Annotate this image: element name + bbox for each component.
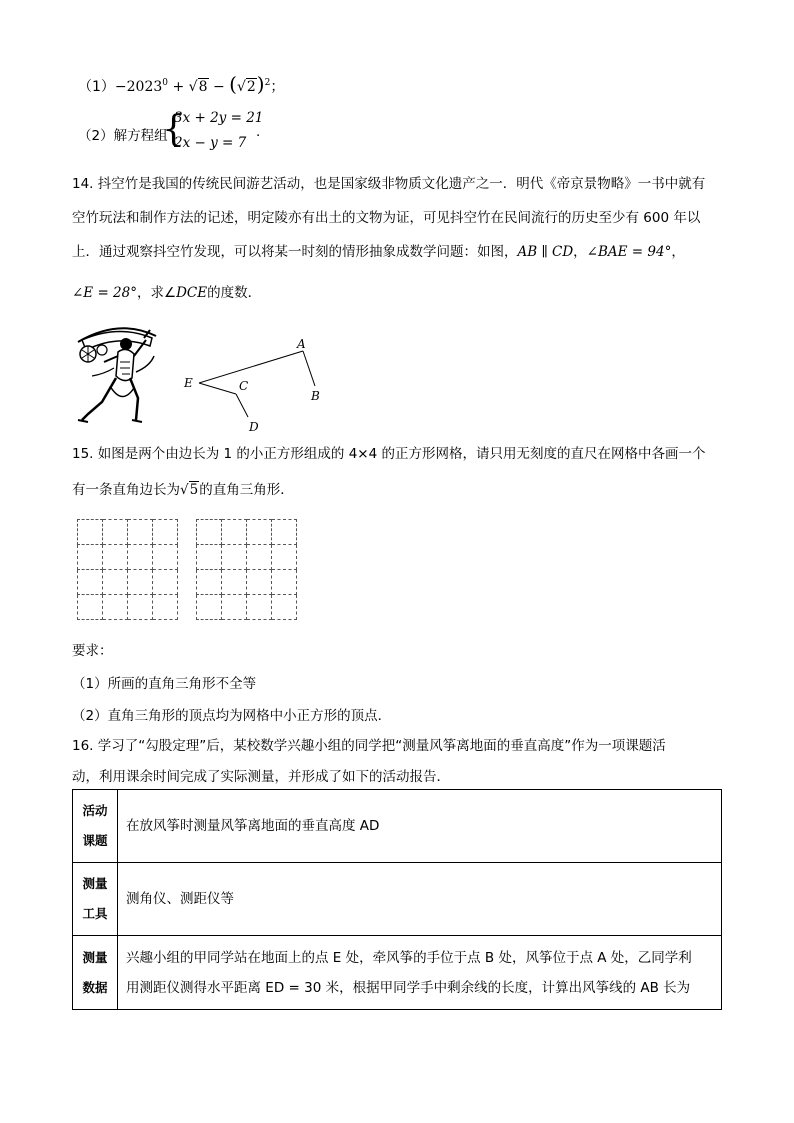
q14-geometry-figure <box>178 332 328 436</box>
q15-requirements-title: 要求： <box>72 643 113 659</box>
segment-ab <box>303 351 315 386</box>
q14-dce: DCE <box>176 285 208 301</box>
q13-p1-exp0: 0 <box>162 78 169 88</box>
q14-line2: 空竹玩法和制作方法的记述，明定陵亦有出土的文物为证，可见抖空竹在民间流行的历史至少有 600 年以 <box>72 210 701 226</box>
q15-line2-text: 有一条直角边长为 <box>72 482 180 498</box>
q14-line1: 14. 抖空竹是我国的传统民间游艺活动，也是国家级非物质文化遗产之一．明代《帝京景物略》一书中就有 <box>72 176 706 192</box>
grid-right <box>196 519 297 620</box>
table-row <box>73 790 722 863</box>
q13-part1 <box>78 72 284 96</box>
row-label: 测量 工具 <box>73 863 118 936</box>
q15-line1: 15. 如图是两个由边长为 1 的小正方形组成的 4×4 的正方形网格，请只用无刻度的直尺在网格中各画一个 <box>72 446 706 462</box>
label-c: C <box>239 379 249 393</box>
q16-line1: 16. 学习了“勾股定理”后，某校数学兴趣小组的同学把“测量风筝离地面的垂直高度”作为一项课题活 <box>72 738 666 754</box>
q14-line3-end: ， <box>671 244 685 260</box>
left-paren-icon: ( <box>229 72 237 96</box>
q15-line2 <box>72 478 294 498</box>
table-row <box>73 936 722 1010</box>
q15-line2-end: 的直角三角形． <box>199 482 294 498</box>
q13-eq1: 3x + 2y = 21 <box>174 110 264 126</box>
q13-p2-label: （2）解方程组 <box>78 128 168 144</box>
label-a: A <box>297 337 306 351</box>
label-e: E <box>184 376 193 390</box>
row-value: 兴趣小组的甲同学站在地面上的点 E 处，牵风筝的手位于点 B 处，风筝位于点 A 处，乙同学利 用测距仪测得水平距离 ED = 30 米，根据甲同学手中剩余线的长度，计算出风筝线的 AB 长为 <box>118 936 722 1010</box>
q14-angle-bae: ∠BAE = 94° <box>586 244 672 260</box>
row-label: 测量 数据 <box>73 936 118 1010</box>
sqrt-icon: √ <box>180 482 189 498</box>
label-b: B <box>311 389 320 403</box>
segment-cd <box>236 394 248 417</box>
q13-p2-end: . <box>256 124 261 140</box>
q13-p1-sqrt8: 8 <box>198 79 208 95</box>
sqrt-icon: √ <box>236 79 246 95</box>
grid-left <box>77 519 178 620</box>
q14-line3 <box>72 240 685 260</box>
q13-p1-exp2: 2 <box>264 78 271 88</box>
diabolo-player-illustration <box>74 316 164 428</box>
q16-line2: 动，利用课余时间完成了实际测量，并形成了如下的活动报告． <box>72 769 450 785</box>
q14-line3-sep: ， <box>573 244 587 260</box>
q13-p1-term1: −2023 <box>114 79 163 95</box>
sqrt-icon: √ <box>188 79 198 95</box>
q14-angle-e: ∠E = 28° <box>72 285 137 301</box>
table-row <box>73 863 722 936</box>
q13-p1-minus2: − <box>208 79 230 95</box>
q14-line3-text: 上．通过观察抖空竹发现，可以将某一时刻的情形抽象成数学问题：如图， <box>72 244 518 260</box>
label-d: D <box>249 420 259 434</box>
q15-requirement-2: （2）直角三角形的顶点均为网格中小正方形的顶点． <box>72 708 392 724</box>
q13-p1-sqrt2: 2 <box>246 79 256 95</box>
left-brace-icon: { <box>162 109 185 150</box>
q13-p1-end: ； <box>270 79 285 95</box>
activity-report-table <box>72 789 722 1010</box>
row-value: 测角仪、测距仪等 <box>118 863 722 936</box>
row-label: 活动 课题 <box>73 790 118 863</box>
q14-line4 <box>72 281 261 301</box>
q13-p1-plus: + <box>168 79 189 95</box>
q14-ab-parallel-cd: AB ∥ CD <box>517 244 574 260</box>
q15-sqrt5: 5 <box>189 482 199 498</box>
segment-ec <box>199 383 236 394</box>
row-value: 在放风筝时测量风筝离地面的垂直高度 AD <box>118 790 722 863</box>
q13-p1-label: （1） <box>78 79 115 95</box>
segment-ea <box>199 351 303 383</box>
q14-line4-text: ，求∠ <box>137 285 177 301</box>
q14-line4-end: 的度数． <box>207 285 262 301</box>
right-paren-icon: ) <box>256 72 265 96</box>
q13-eq2: 2x − y = 7 <box>174 135 247 151</box>
q15-requirement-1: （1）所画的直角三角形不全等 <box>72 676 257 692</box>
